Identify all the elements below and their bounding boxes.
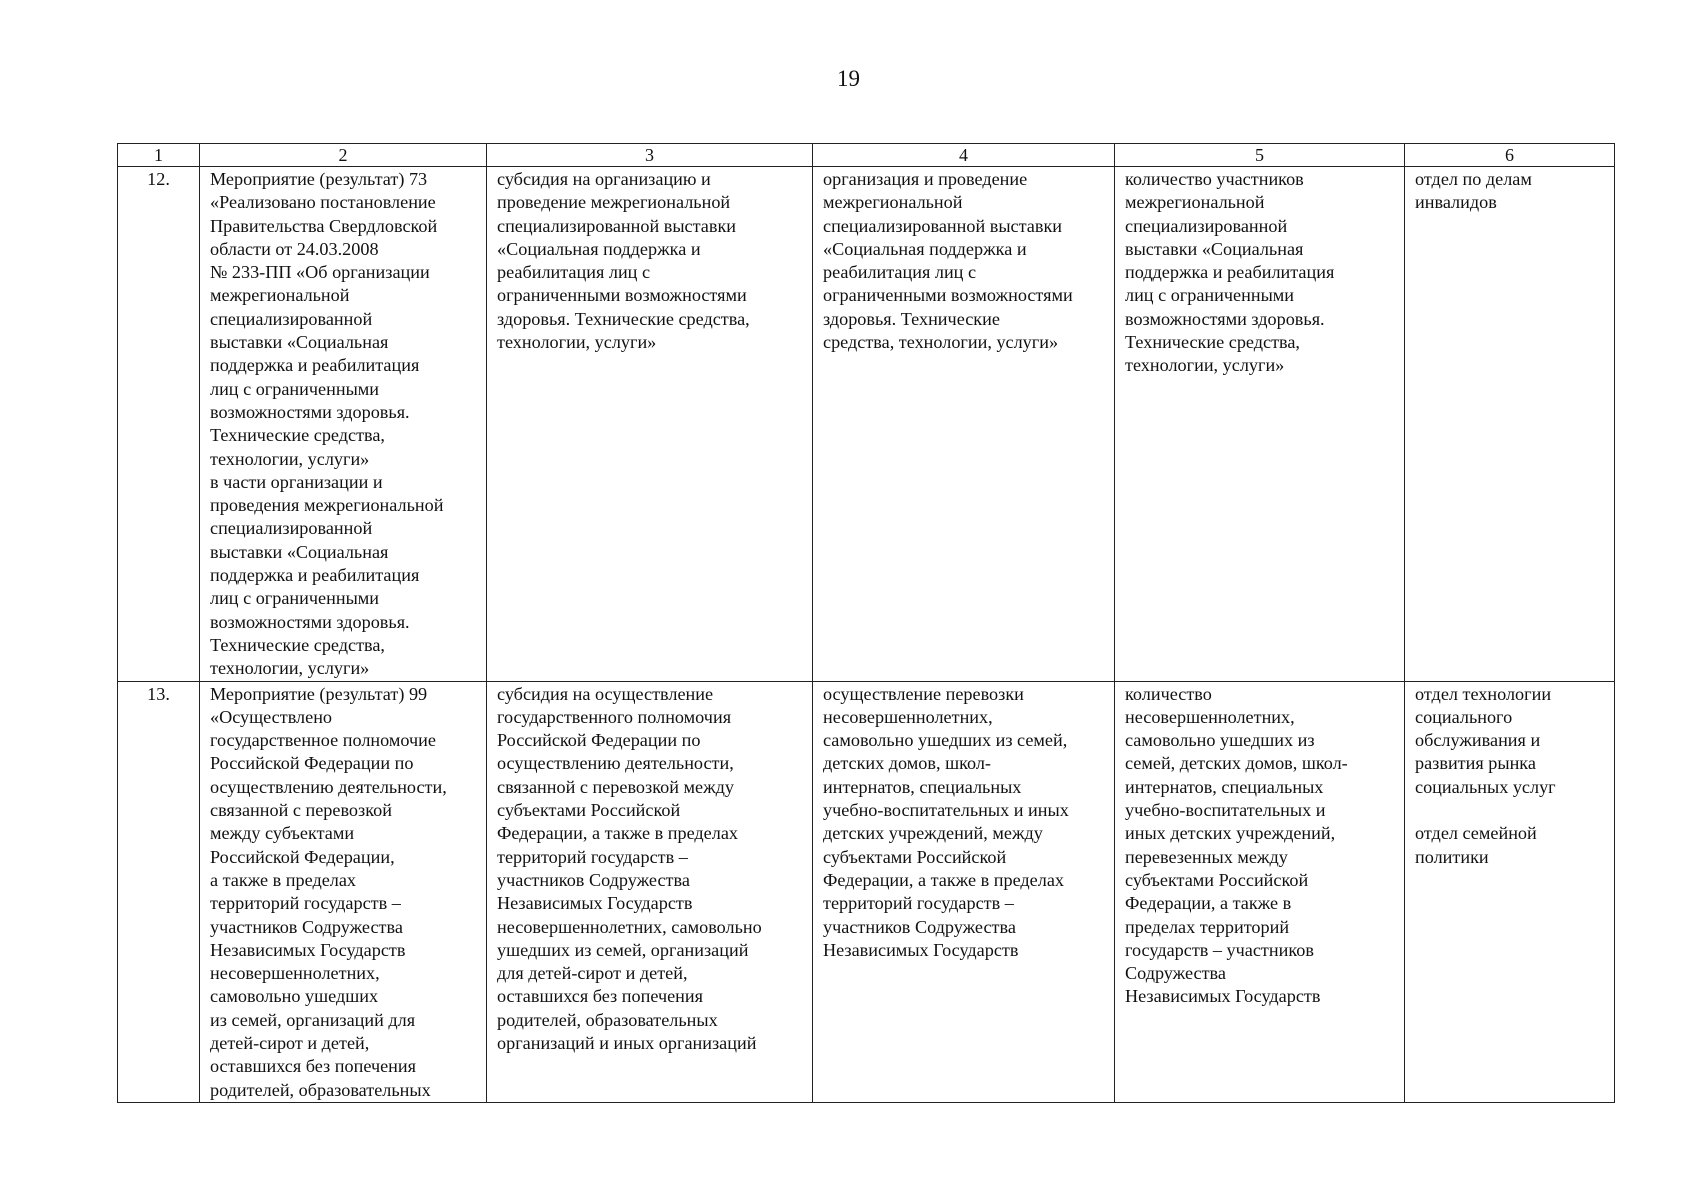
responsible-department-cell: отдел по делам инвалидов <box>1405 167 1615 682</box>
measure-result-cell: Мероприятие (результат) 73 «Реализовано постановление Правительства Свердловской области от 24.03.2008 № 233-ПП «Об организации межрегиональной специализированной выставки «Социальная поддержка и реабилитация лиц с ограниченными возможностями здоровья. Технические средства, технологии, услуги» в части организации и проведения межрегиональной специализированной выставки «Социальная поддержка и реабилитация лиц с ограниченными возможностями здоровья. Технические средства, технологии, услуги» <box>200 167 487 682</box>
column-number-6: 6 <box>1405 144 1615 167</box>
measures-table <box>117 143 1615 1103</box>
page-number: 19 <box>837 66 860 91</box>
indicator-cell: количество участников межрегиональной специализированной выставки «Социальная поддержка и реабилитация лиц с ограниченными возможностями здоровья. Технические средства, технологии, услуги» <box>1115 167 1405 682</box>
funding-cell: субсидия на осуществление государственного полномочия Российской Федерации по осуществлению деятельности, связанной с перевозкой между субъектами Российской Федерации, а также в пределах территорий государств – участников Содружества Независимых Государств несовершеннолетних, самовольно ушедших из семей, организаций для детей-сирот и детей, оставшихся без попечения родителей, образовательных организаций и иных организаций <box>487 681 813 1102</box>
column-number-4: 4 <box>813 144 1115 167</box>
activity-cell: организация и проведение межрегиональной специализированной выставки «Социальная поддержка и реабилитация лиц с ограниченными возможностями здоровья. Технические средства, технологии, услуги» <box>813 167 1115 682</box>
table-row <box>118 681 1615 1102</box>
activity-cell: осуществление перевозки несовершеннолетних, самовольно ушедших из семей, детских домов, школ- интернатов, специальных учебно-воспитательных и иных детских учреждений, между субъектами Российской Федерации, а также в пределах территорий государств – участников Содружества Независимых Государств <box>813 681 1115 1102</box>
measure-result-cell: Мероприятие (результат) 99 «Осуществлено государственное полномочие Российской Федерации по осуществлению деятельности, связанной с перевозкой между субъектами Российской Федерации, а также в пределах территорий государств – участников Содружества Независимых Государств несовершеннолетних, самовольно ушедших из семей, организаций для детей-сирот и детей, оставшихся без попечения родителей, образовательных <box>200 681 487 1102</box>
table-header-row <box>118 144 1615 167</box>
indicator-cell: количество несовершеннолетних, самовольно ушедших из семей, детских домов, школ- интернатов, специальных учебно-воспитательных и иных детских учреждений, перевезенных между субъектами Российской Федерации, а также в пределах территорий государств – участников Содружества Независимых Государств <box>1115 681 1405 1102</box>
column-number-2: 2 <box>200 144 487 167</box>
row-number: 12. <box>118 167 200 682</box>
responsible-department-cell: отдел технологии социального обслуживания и развития рынка социальных услуг отдел семейной политики <box>1405 681 1615 1102</box>
column-number-1: 1 <box>118 144 200 167</box>
table-row <box>118 167 1615 682</box>
column-number-3: 3 <box>487 144 813 167</box>
column-number-5: 5 <box>1115 144 1405 167</box>
row-number: 13. <box>118 681 200 1102</box>
funding-cell: субсидия на организацию и проведение межрегиональной специализированной выставки «Социальная поддержка и реабилитация лиц с ограниченными возможностями здоровья. Технические средства, технологии, услуги» <box>487 167 813 682</box>
